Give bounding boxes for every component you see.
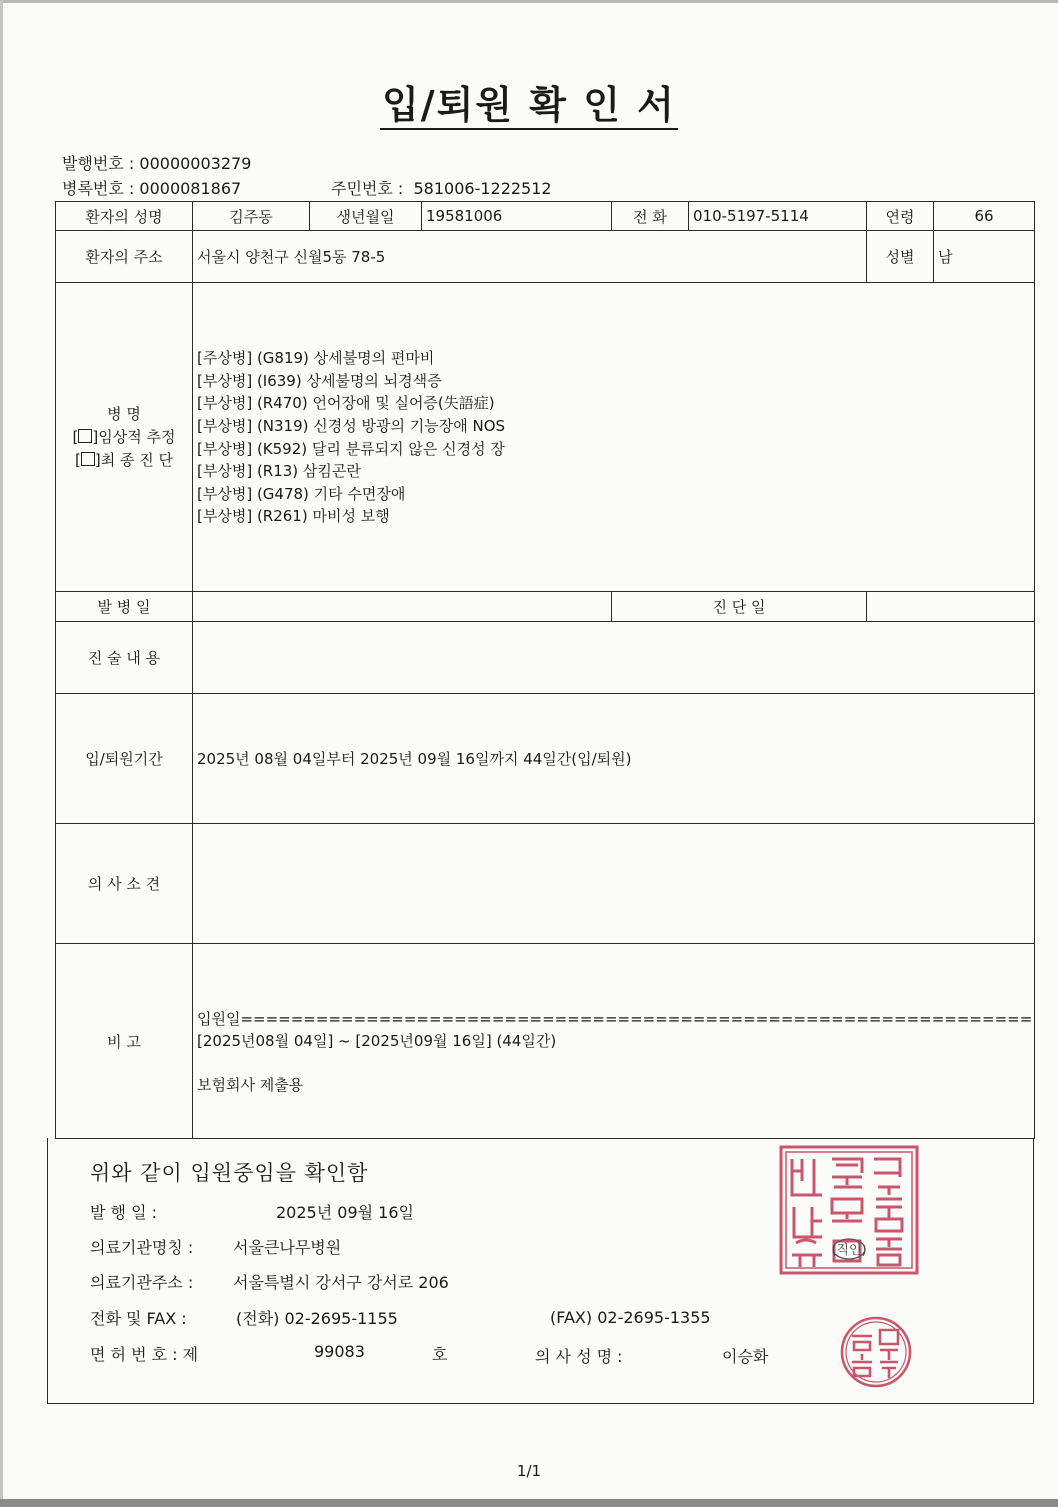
phone-label: 전 화 (612, 202, 689, 231)
clinical-estimate-checkbox[interactable] (78, 429, 92, 443)
sex-value: 남 (934, 231, 1035, 283)
remarks-label: 비 고 (56, 944, 193, 1139)
diagnosis-item: [부상병] (I639) 상세불명의 뇌경색증 (197, 371, 442, 390)
confirmation-text: 위와 같이 입원중임을 확인함 (90, 1161, 369, 1185)
clinical-estimate-option: [ ]임상적 추정 (72, 427, 176, 446)
institution-address: 서울특별시 강서구 강서로 206 (233, 1273, 449, 1292)
svg-text:(직인): (직인) (831, 1243, 867, 1258)
diagnosis-label: 병 명 (107, 404, 141, 423)
license-suffix: 호 (432, 1345, 448, 1364)
issue-date: 2025년 09월 16일 (276, 1203, 414, 1222)
patient-name-label: 환자의 성명 (56, 202, 193, 231)
address-label: 환자의 주소 (56, 231, 193, 283)
birth-date: 19581006 (422, 202, 612, 231)
age-value: 66 (934, 202, 1035, 231)
diagnosis-item: [부상병] (G478) 기타 수면장애 (197, 484, 406, 503)
issue-date-label: 발 행 일 : (90, 1203, 158, 1222)
hospital-seal-icon (778, 1143, 920, 1277)
doctor-opinion-label: 의 사 소 견 (56, 824, 193, 944)
doctor-opinion (193, 824, 1035, 944)
statement-value (193, 622, 1035, 694)
diagnosis-item: [부상병] (R13) 삼킴곤란 (197, 462, 361, 481)
license-number: 99083 (314, 1342, 365, 1361)
birth-date-label: 생년월일 (310, 202, 422, 231)
issue-number: 발행번호 : 00000003279 (62, 154, 252, 173)
diagnosis-date-label: 진 단 일 (612, 592, 867, 622)
onset-date-label: 발 병 일 (56, 592, 193, 622)
phone-number: 010-5197-5114 (689, 202, 867, 231)
diagnosis-list (193, 283, 1035, 592)
onset-date (193, 592, 612, 622)
final-diagnosis-checkbox[interactable] (81, 452, 95, 466)
remarks-admission-line: 입원일=============================================================== (197, 1010, 1033, 1028)
diagnosis-item: [부상병] (K592) 달리 분류되지 않은 신경성 장 (197, 439, 505, 458)
diagnosis-label-cell (56, 283, 193, 592)
institution-address-label: 의료기관주소 : (90, 1273, 194, 1292)
remarks-period-line: [2025년08월 04일] ~ [2025년09월 16일] (44일간) (197, 1032, 557, 1050)
diagnosis-item: [주상병] (G819) 상세불명의 편마비 (197, 349, 435, 368)
certificate-table (55, 201, 1035, 1139)
document-title: 입/퇴원 확 인 서 (0, 74, 1058, 129)
remarks-cell (193, 944, 1035, 1139)
tel-fax-label: 전화 및 FAX : (90, 1309, 187, 1328)
diagnosis-date (867, 592, 1035, 622)
institution-name: 서울큰나무병원 (233, 1238, 342, 1257)
doctor-seal-icon (838, 1314, 914, 1390)
age-label: 연령 (867, 202, 934, 231)
fax: (FAX) 02-2695-1355 (550, 1308, 711, 1327)
patient-address: 서울시 양천구 신월5동 78-5 (193, 231, 867, 283)
final-diagnosis-option: [ ]최 종 진 단 (75, 450, 173, 469)
record-number: 병록번호 : 0000081867 (62, 179, 242, 198)
doctor-name: 이승화 (722, 1347, 769, 1366)
license-label: 면 허 번 호 : 제 (90, 1345, 199, 1364)
doctor-name-label: 의 사 성 명 : (535, 1347, 623, 1366)
resident-number: 주민번호 : 581006-1222512 (331, 179, 552, 198)
telephone: (전화) 02-2695-1155 (236, 1309, 398, 1328)
stay-period-label: 입/퇴원기간 (56, 694, 193, 824)
diagnosis-item: [부상병] (N319) 신경성 방광의 기능장애 NOS (197, 416, 506, 435)
diagnosis-item: [부상병] (R470) 언어장애 및 실어증(失語症) (197, 394, 495, 413)
patient-name: 김주동 (193, 202, 310, 231)
page-number: 1/1 (516, 1462, 542, 1480)
sex-label: 성별 (867, 231, 934, 283)
statement-label: 진 술 내 용 (56, 622, 193, 694)
institution-name-label: 의료기관명칭 : (90, 1238, 194, 1257)
diagnosis-item: [부상병] (R261) 마비성 보행 (197, 507, 390, 526)
stay-period: 2025년 08월 04일부터 2025년 09월 16일까지 44일간(입/퇴원) (193, 694, 1035, 824)
remarks-purpose-line: 보험회사 제출용 (197, 1076, 304, 1094)
